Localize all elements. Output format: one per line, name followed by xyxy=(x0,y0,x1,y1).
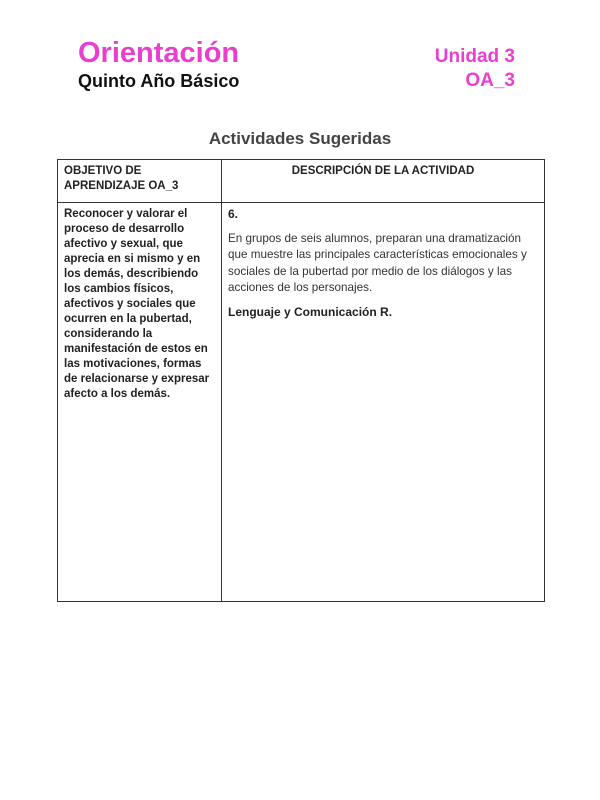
objective-cell: Reconocer y valorar el proceso de desarrollo afectivo y sexual, que aprecia en si mismo y en los demás, describiendo los cambios físicos, afectivos y sociales que ocurren en la pubertad, considerando la manifestación de estos en las motivaciones, formas de relacionarse y expresar afecto a los demás. xyxy=(58,203,222,602)
table-header-row xyxy=(58,160,545,203)
activity-number: 6. xyxy=(228,207,239,221)
column-header-description: DESCRIPCIÓN DE LA ACTIVIDAD xyxy=(222,160,545,203)
description-cell xyxy=(222,203,545,602)
column-header-objective: OBJETIVO DE APRENDIZAJE OA_3 xyxy=(58,160,222,203)
section-title: Actividades Sugeridas xyxy=(208,129,392,148)
activity-description: En grupos de seis alumnos, preparan una dramatización que muestre las principales características emocionales y sociales de la pubertad por medio de los diálogos y las acciones de los personajes. xyxy=(228,232,527,294)
activity-subject: Lenguaje y Comunicación R. xyxy=(228,305,393,320)
activities-table xyxy=(57,159,545,602)
oa-code: OA_3 xyxy=(465,70,515,91)
grade-level: Quinto Año Básico xyxy=(78,71,240,91)
table-row xyxy=(58,203,545,602)
page-header xyxy=(78,36,515,96)
subject-title: Orientación xyxy=(78,37,240,69)
unit-label: Unidad 3 xyxy=(434,46,515,67)
